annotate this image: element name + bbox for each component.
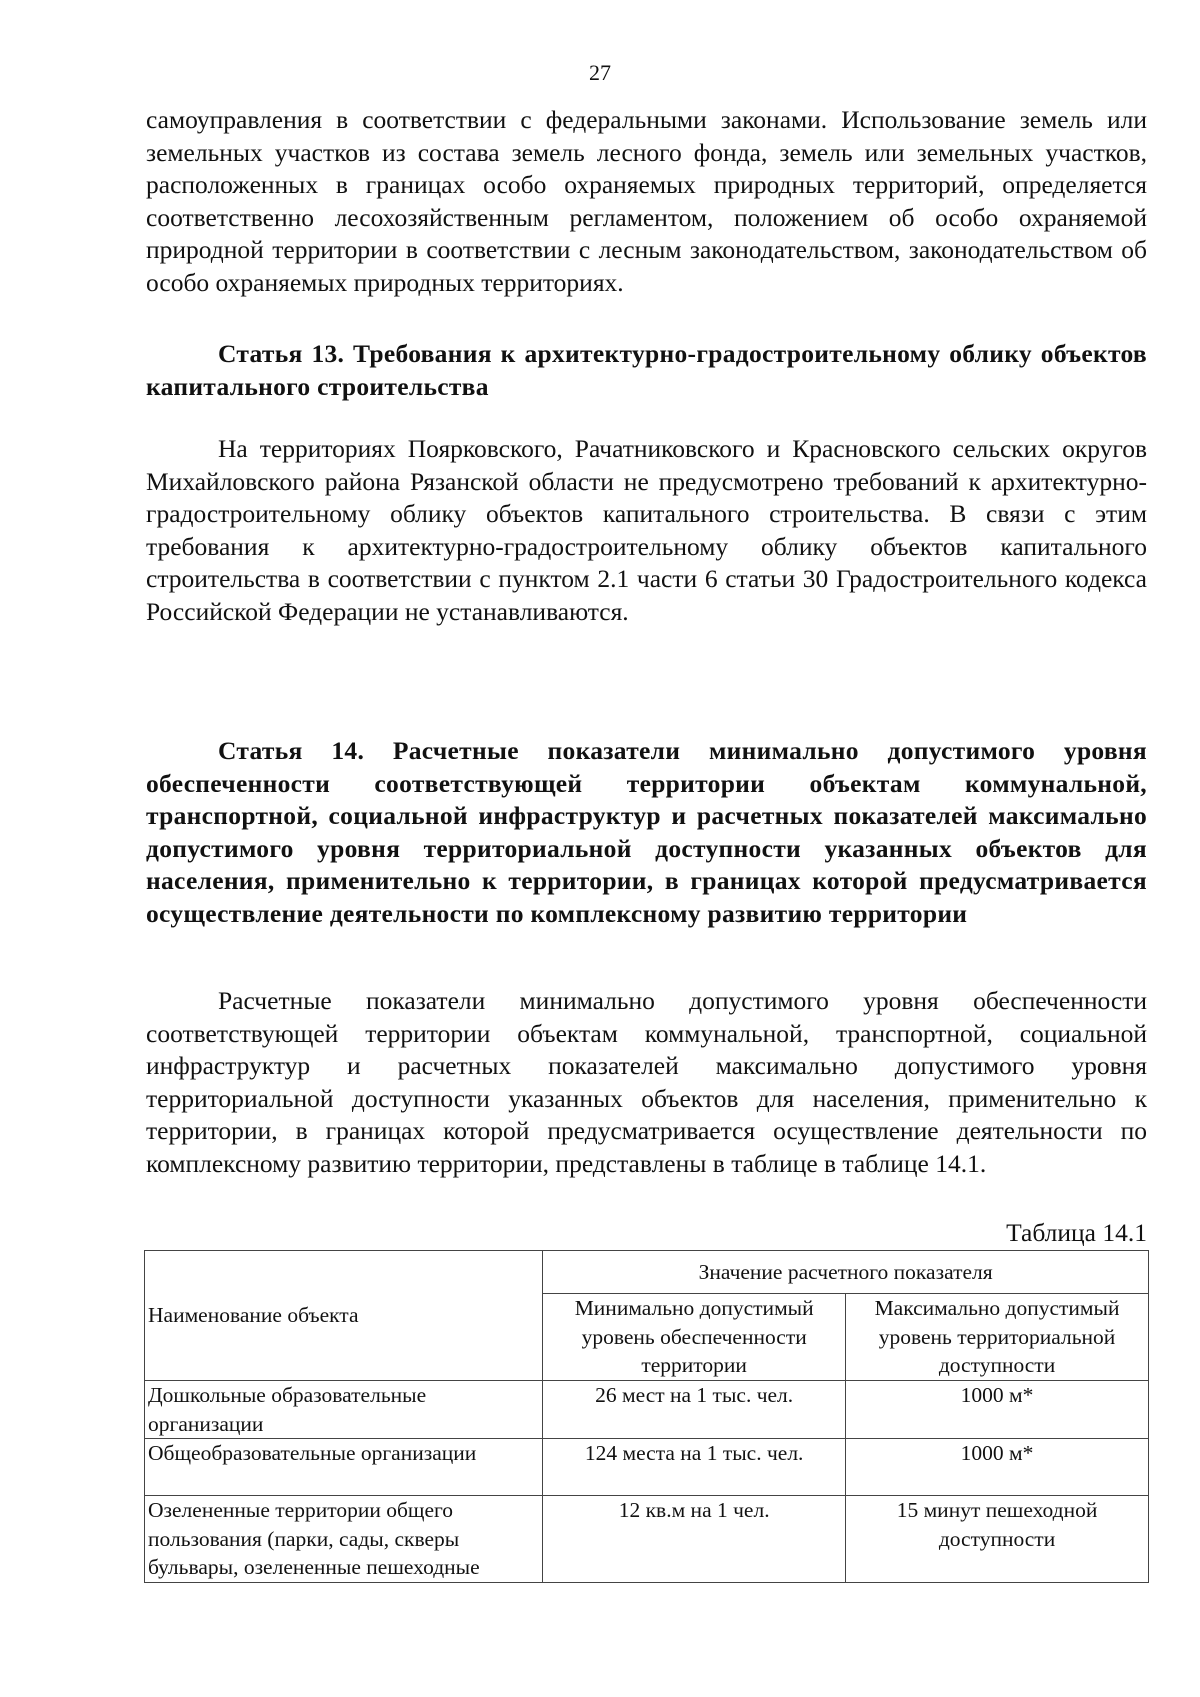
cell-min-value: 124 места на 1 тыс. чел. (543, 1439, 846, 1496)
table-row (145, 1381, 1149, 1439)
header-max-accessibility: Максимально допустимый уровень территориальной доступности (846, 1294, 1149, 1381)
cell-object-name: Общеобразовательные организации (145, 1439, 543, 1496)
cell-max-value: 15 минут пешеходной доступности (846, 1496, 1149, 1583)
table-row (145, 1496, 1149, 1583)
article-14-text: Расчетные показатели минимально допустимого уровня обеспеченности соответствующей территории объектам коммунальной, транспортной, социальной инфраструктур и расчетных показателей максимально допустимого уровня территориальной доступности указанных объектов для населения, применительно к территории, в границах которой предусматривается осуществление деятельности по комплексному развитию территории, представлены в таблице в таблице 14.1. (146, 986, 1147, 1178)
article-13-heading: Статья 13. Требования к архитектурно-градостроительному облику объектов капитального строительства (146, 339, 1147, 401)
cell-object-name: Дошкольные образовательные организации (145, 1381, 543, 1439)
table-row (145, 1439, 1149, 1496)
article-14-paragraph (146, 985, 1147, 1181)
cell-min-value: 26 мест на 1 тыс. чел. (543, 1381, 846, 1439)
page-number: 27 (589, 60, 611, 85)
article-13-text: На территориях Поярковского, Рачатниковского и Красновского сельских округов Михайловского района Рязанской области не предусмотрено требований к архитектурно-градостроительному облику объектов капитального строительства. В связи с этим требования к архитектурно-градостроительному облику объектов капитального строительства в соответствии с пунктом 2.1 части 6 статьи 30 Градостроительного кодекса Российской Федерации не устанавливаются. (146, 434, 1147, 626)
header-indicator-value: Значение расчетного показателя (543, 1251, 1149, 1294)
cell-min-value: 12 кв.м на 1 чел. (543, 1496, 846, 1583)
header-object-name: Наименование объекта (145, 1251, 543, 1381)
cell-max-value: 1000 м* (846, 1381, 1149, 1439)
cell-object-name: Озелененные территории общего пользования (парки, сады, скверы бульвары, озелененные пешеходные (145, 1496, 543, 1583)
header-min-level: Минимально допустимый уровень обеспеченности территории (543, 1294, 846, 1381)
table-caption: Таблица 14.1 (1006, 1218, 1147, 1247)
paragraph-continuation-text: самоуправления в соответствии с федеральными законами. Использование земель или земельных участков из состава земель лесного фонда, земель или земельных участков, расположенных в границах особо охраняемых природных территорий, определяется соответственно лесохозяйственным регламентом, положением об особо охраняемой природной территории в соответствии с лесным законодательством, законодательством об особо охраняемых природных территориях. (146, 105, 1147, 297)
cell-max-value: 1000 м* (846, 1439, 1149, 1496)
paragraph-continuation (146, 104, 1147, 300)
norms-table (144, 1250, 1149, 1583)
article-14-heading: Статья 14. Расчетные показатели минимально допустимого уровня обеспеченности соответствующей территории объектам коммунальной, транспортной, социальной инфраструктур и расчетных показателей максимально допустимого уровня территориальной доступности указанных объектов для населения, применительно к территории, в границах которой предусматривается осуществление деятельности по комплексному развитию территории (146, 736, 1147, 928)
table-header-row (145, 1251, 1149, 1294)
article-13-paragraph (146, 433, 1147, 629)
